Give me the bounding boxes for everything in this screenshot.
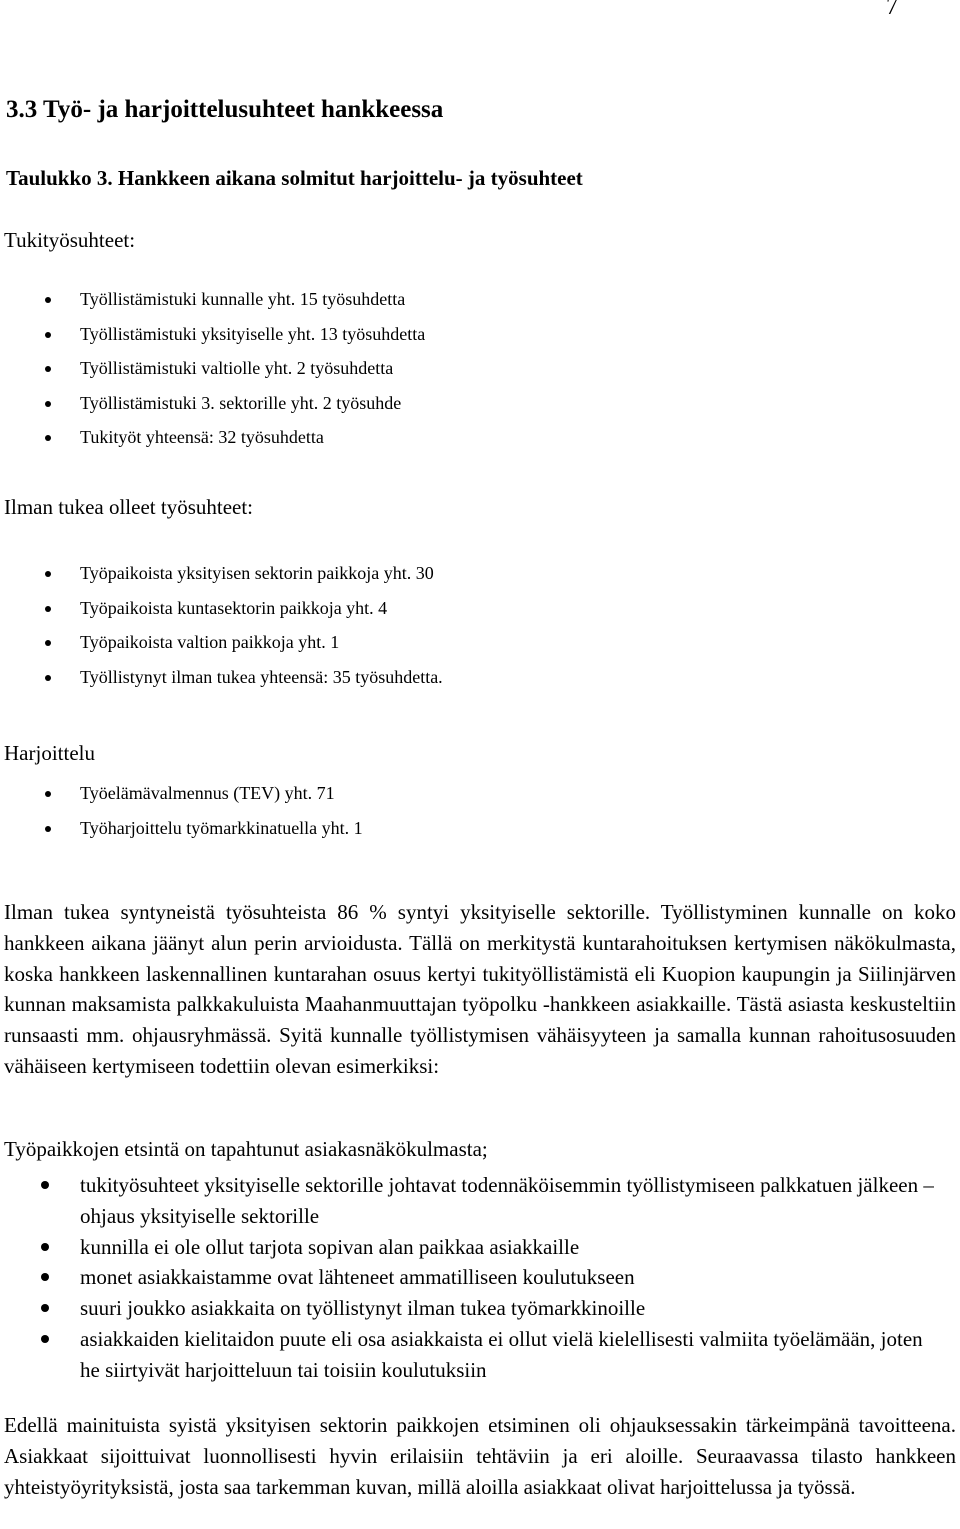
- list-item: Työllistämistuki 3. sektorille yht. 2 työsuhde: [0, 393, 425, 428]
- list-item: kunnilla ei ole ollut tarjota sopivan alan paikkaa asiakkaille: [0, 1232, 940, 1263]
- supported-jobs-title: Tukityösuhteet:: [4, 228, 136, 252]
- list-item: Työllistämistuki yksityiselle yht. 13 työsuhdetta: [0, 324, 425, 359]
- list-item: Työllistynyt ilman tukea yhteensä: 35 työsuhdetta.: [0, 667, 443, 702]
- unsupported-jobs-title: Ilman tukea olleet työsuhteet:: [4, 495, 254, 519]
- job-search-reasons-list: [0, 1170, 940, 1386]
- supported-jobs-list: [0, 289, 425, 462]
- training-title: Harjoittelu: [4, 741, 95, 765]
- body-paragraph-1: Ilman tukea syntyneistä työsuhteista 86 % syntyi yksityiselle sektorille. Työllistyminen kunnalle on koko hankkeen aikana jäänyt alun perin arvioidusta. Tällä on merkitystä kuntarahoituksen kertymisen näkökulmasta, koska hankkeen laskennallinen kuntarahan osuus kertyi tukityöllistämistä eli Kuopion kaupungin ja Siilinjärven kunnan maksamista palkkakuluista Maahanmuuttajan työpolku -hankkeen asiakkaille. Tästä asiasta keskusteltiin runsaasti mm. ohjausryhmässä. Syitä kunnalle työllistymisen vähäisyyteen ja samalla kunnan rahoitusosuuden vähäiseen kertymiseen todettiin olevan esimerkiksi:: [4, 900, 956, 1078]
- list-item: Työharjoittelu työmarkkinatuella yht. 1: [0, 818, 363, 853]
- list-item: Työpaikoista yksityisen sektorin paikkoja yht. 30: [0, 563, 443, 598]
- list-item: monet asiakkaistamme ovat lähteneet ammatilliseen koulutukseen: [0, 1262, 940, 1293]
- training-list: [0, 783, 363, 852]
- table-caption: Taulukko 3. Hankkeen aikana solmitut harjoittelu- ja työsuhteet: [6, 166, 583, 190]
- page-number: 7: [886, 0, 898, 20]
- list-item: suuri joukko asiakkaita on työllistynyt ilman tukea työmarkkinoille: [0, 1293, 940, 1324]
- list-item: asiakkaiden kielitaidon puute eli osa asiakkaista ei ollut vielä kielellisesti valmiita työelämään, joten he siirtyivät harjoitteluun tai toisiin koulutuksiin: [0, 1324, 940, 1386]
- list-item: Työllistämistuki kunnalle yht. 15 työsuhdetta: [0, 289, 425, 324]
- job-search-title: Työpaikkojen etsintä on tapahtunut asiakasnäkökulmasta;: [4, 1137, 488, 1161]
- list-item: Työpaikoista valtion paikkoja yht. 1: [0, 632, 443, 667]
- list-item: Työpaikoista kuntasektorin paikkoja yht. 4: [0, 598, 443, 633]
- list-item: Tukityöt yhteensä: 32 työsuhdetta: [0, 427, 425, 462]
- list-item: Työllistämistuki valtiolle yht. 2 työsuhdetta: [0, 358, 425, 393]
- list-item: Työelämävalmennus (TEV) yht. 71: [0, 783, 363, 818]
- unsupported-jobs-list: [0, 563, 443, 701]
- list-item: tukityösuhteet yksityiselle sektorille johtavat todennäköisemmin työllistymiseen palkkatuen jälkeen – ohjaus yksityiselle sektorille: [0, 1170, 940, 1232]
- body-paragraph-2: Edellä mainituista syistä yksityisen sektorin paikkojen etsiminen oli ohjauksessakin tärkeimpänä tavoitteena. Asiakkaat sijoittuivat luonnollisesti hyvin erilaisiin tehtäviin ja eri aloille. Seuraavassa tilasto hankkeen yhteistyöyrityksistä, josta saa tarkemman kuvan, millä aloilla asiakkaat olivat harjoittelussa ja työssä.: [4, 1413, 956, 1499]
- section-heading: 3.3 Työ- ja harjoittelusuhteet hankkeessa: [6, 96, 444, 123]
